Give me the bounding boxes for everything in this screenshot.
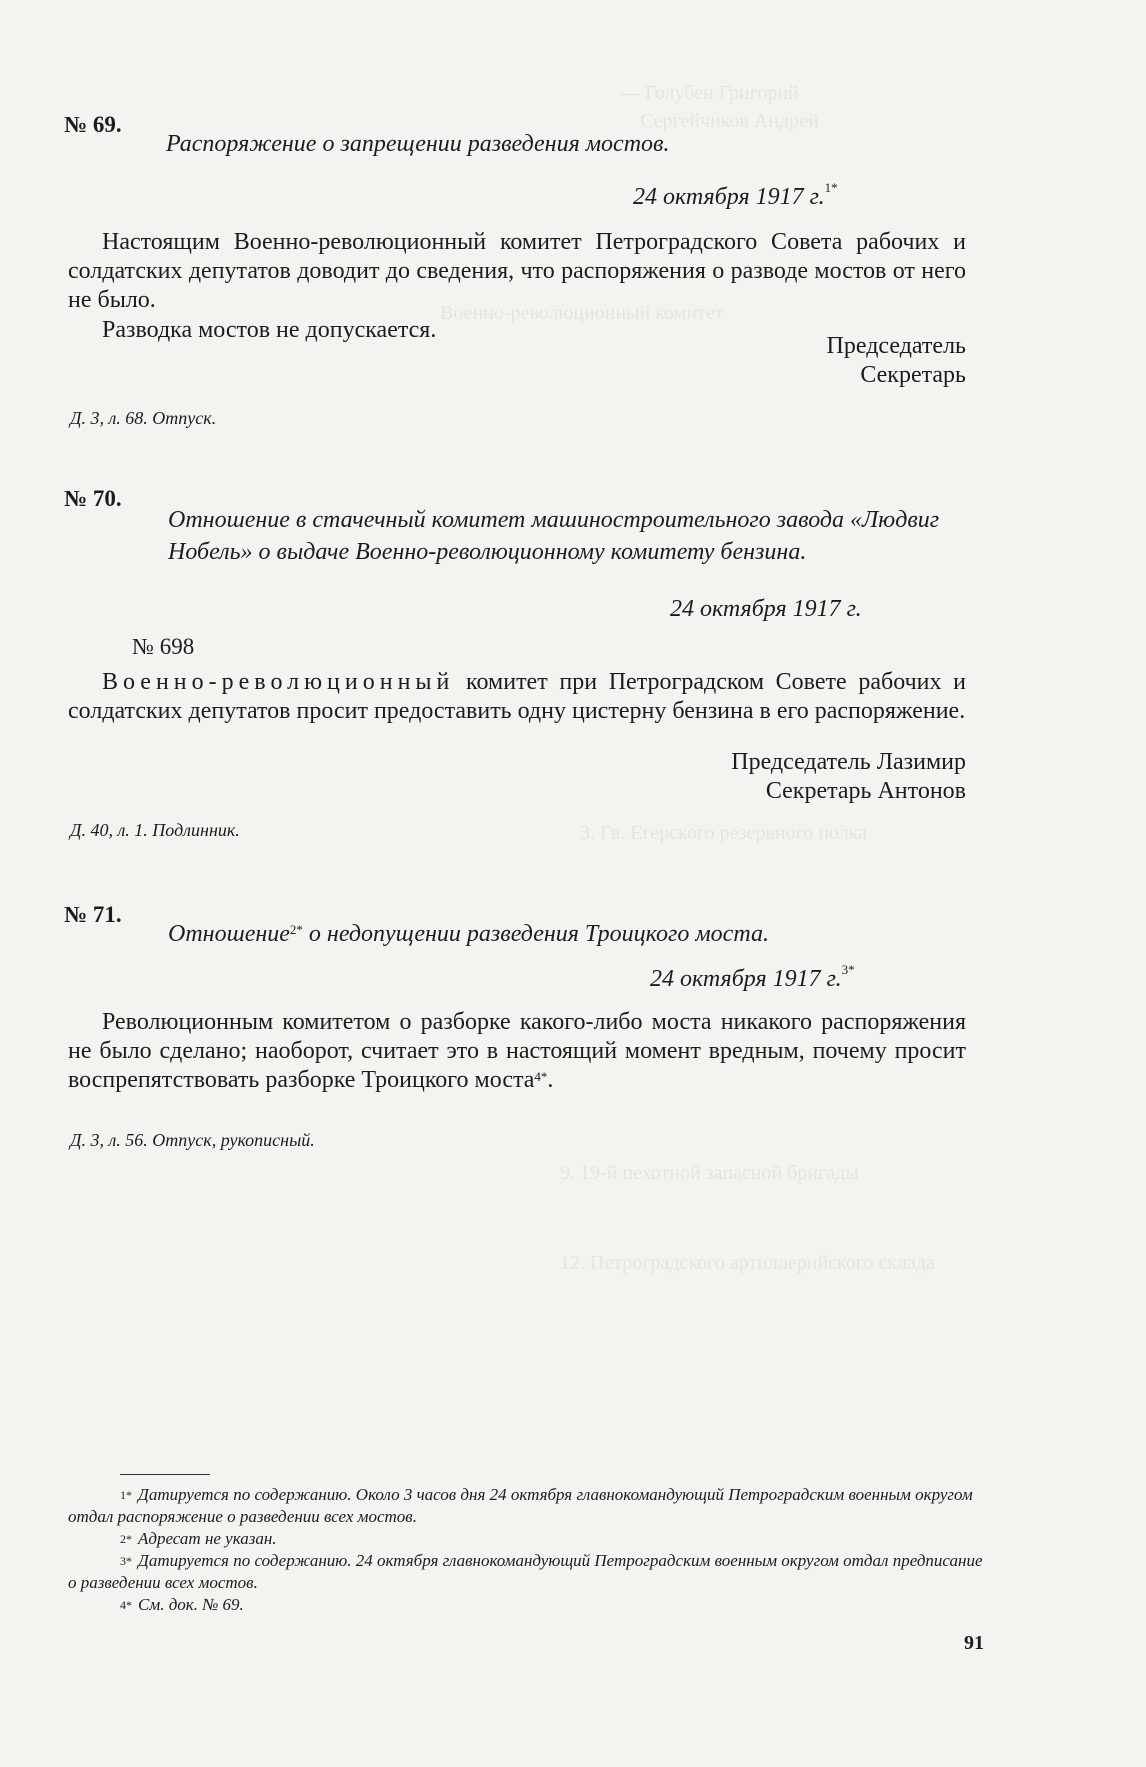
document-71-number: № 71.	[64, 902, 122, 927]
bleed-through-text: Военно-революционный комитет	[440, 302, 724, 324]
page-number: 91	[964, 1632, 984, 1654]
document-71-archive-reference: Д. 3, л. 56. Отпуск, рукописный.	[70, 1130, 315, 1150]
document-70-number: № 70.	[64, 486, 122, 511]
footnote-3: $^{3*}$ Датируется по содержанию. 24 октября главнокомандующий Петроградским военным округом отдал предписание о разведении всех мостов.	[68, 1551, 983, 1592]
signature-chairman: Председатель Лазимир	[731, 749, 966, 775]
bleed-through-text: 9. 19-й пехотной запасной бригады	[560, 1162, 859, 1184]
footnote-2: $^{2*}$ Адресат не указан.	[120, 1529, 277, 1548]
document-69-date: 24 октября 1917 г.$^{1*}$	[633, 180, 838, 210]
document-70-archive-reference: Д. 40, л. 1. Подлинник.	[70, 820, 240, 840]
footnote-separator	[120, 1474, 210, 1475]
footnote-4: $^{4*}$ См. док. № 69.	[120, 1595, 244, 1614]
footnote-ref-2[interactable]: 2*	[289, 922, 303, 937]
document-69-signatures	[827, 332, 966, 390]
signature-secretary: Секретарь	[860, 362, 966, 388]
footnote-1: $^{1*}$ Датируется по содержанию. Около 3 часов дня 24 октября главнокомандующий Петроградским военным округом отдал распоряжение о разведении всех мостов.	[68, 1485, 973, 1526]
document-69-paragraph-2: Разводка мостов не допускается.	[102, 317, 437, 343]
document-69-archive-reference: Д. 3, л. 68. Отпуск.	[70, 408, 217, 428]
document-70-paragraph: Военно-революционный комитет при Петроградском Совете рабочих и солдатских депутатов просит предоставить одну цистерну бензина в его распоряжение.	[68, 669, 966, 724]
document-70-outgoing-number: № 698	[132, 634, 195, 659]
bleed-through-text: Сергейчиков Андрей	[640, 110, 819, 132]
bleed-through-text: 12. Петроградского артиллерийского склада	[560, 1252, 935, 1274]
footnote-ref-4[interactable]: 4*	[534, 1069, 548, 1084]
footnotes	[68, 1484, 984, 1616]
document-69-paragraph-1: Настоящим Военно-революционный комитет Петроградского Совета рабочих и солдатских депутатов доводит до сведения, что распоряжения о разводе мостов от него не было.	[68, 229, 966, 313]
document-71-paragraph: Революционным комитетом о разборке какого-либо моста никакого распоряжения не было сделано; наоборот, считает это в настоящий момент вредным, почему просит воспрепятствовать разборке Троицкого моста$^{4*}$.	[68, 1009, 966, 1093]
document-70-date: 24 октября 1917 г.	[670, 596, 862, 622]
document-70-signatures	[731, 748, 966, 806]
footnote-ref-3[interactable]: 3*	[841, 962, 855, 977]
bleed-through-text: 3. Гв. Егерского резервного полка	[580, 822, 868, 844]
document-69-number: № 69.	[64, 112, 122, 137]
footnote-ref-1[interactable]: 1*	[824, 180, 838, 195]
bleed-through-text: — Голубен Григорий	[620, 82, 799, 104]
document-71-title: Отношение$^{2*}$ о недопущении разведения Троицкого моста.	[168, 921, 769, 947]
document-69-title: Распоряжение о запрещении разведения мостов.	[166, 131, 670, 157]
document-71-date: 24 октября 1917 г.$^{3*}$	[650, 962, 855, 992]
signature-secretary: Секретарь Антонов	[765, 778, 966, 804]
signature-chairman: Председатель	[826, 333, 966, 359]
spaced-word: Военно-революционный	[102, 669, 455, 695]
document-70-title: Отношение в стачечный комитет машиностроительного завода «Людвиг Нобель» о выдаче Военно-революционному комитету бензина.	[168, 507, 940, 565]
